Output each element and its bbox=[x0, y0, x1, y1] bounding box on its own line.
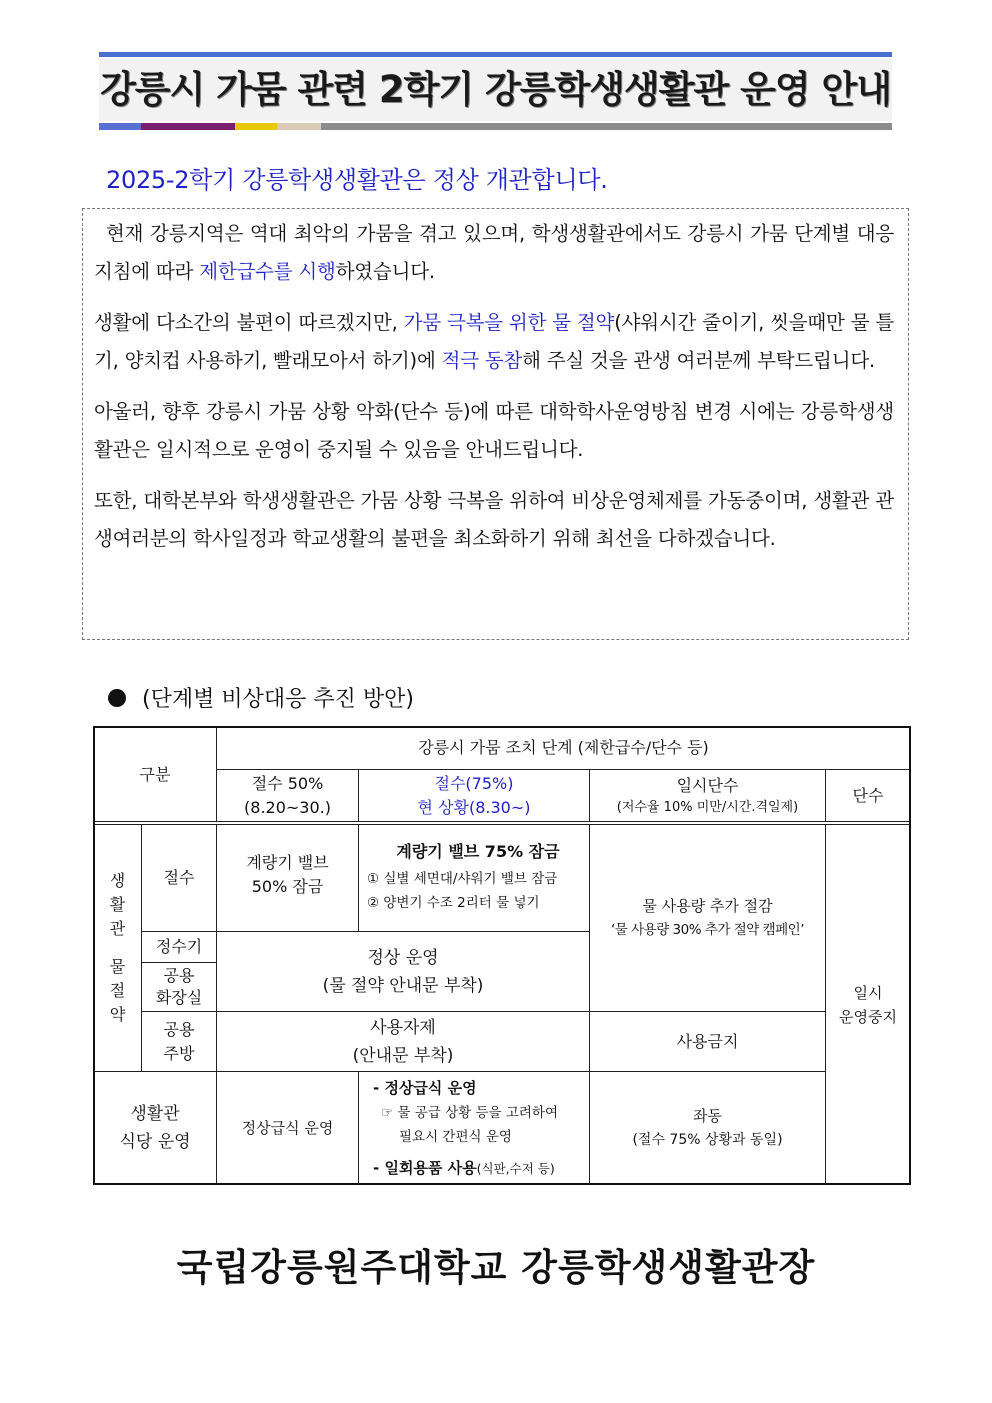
cell-dining-50 bbox=[216, 1071, 359, 1185]
row-purifier-text: 정수기 bbox=[155, 937, 203, 956]
cell-normal-operation bbox=[216, 931, 590, 1012]
cell-water-75 bbox=[358, 824, 590, 932]
temp-cut-line1: 물 사용량 추가 절감 bbox=[642, 897, 773, 915]
cell-dining-temp bbox=[589, 1071, 826, 1185]
header-stage-3 bbox=[589, 769, 826, 823]
use-banned-text: 사용금지 bbox=[676, 1031, 739, 1051]
vlabel-5: 절 bbox=[109, 981, 126, 1000]
normal-op-line1: 정상 운영 bbox=[367, 947, 439, 968]
header-main bbox=[216, 726, 911, 770]
vlabel-1: 활 bbox=[109, 895, 126, 914]
bullet-icon bbox=[108, 689, 126, 707]
dining50-text: 정상급식 운영 bbox=[241, 1119, 334, 1137]
self-restrain-line2: (안내문 부착) bbox=[352, 1045, 454, 1066]
water50-line2: 50% 잠금 bbox=[251, 877, 324, 896]
dining75-item-3-text: - 일회용품 사용 bbox=[373, 1158, 477, 1177]
notice-p1-highlight: 제한급수를 시행 bbox=[199, 260, 336, 283]
header-category bbox=[93, 726, 217, 823]
notice-paragraph-2 bbox=[94, 304, 894, 380]
section-heading bbox=[108, 682, 414, 713]
page-title: 강릉시 가뭄 관련 2학기 강릉학생생활관 운영 안내 bbox=[100, 68, 891, 111]
row-toilet-line1: 공용 bbox=[163, 966, 195, 985]
cell-water-50 bbox=[216, 824, 359, 932]
notice-p2-highlight-a: 가뭄 극복을 위한 물 절약 bbox=[403, 311, 615, 334]
water75-title: 계량기 밸브 75% 잠금 bbox=[396, 842, 560, 861]
dining75-item-1: - 정상급식 운영 bbox=[373, 1078, 477, 1097]
cell-dining-75 bbox=[358, 1071, 590, 1185]
banner-top-line bbox=[99, 52, 892, 57]
cell-self-restrain bbox=[216, 1011, 590, 1072]
row-label-toilet bbox=[141, 962, 217, 1012]
cell-use-banned bbox=[589, 1011, 826, 1072]
stage3-line2: (저수율 10% 미만/시간.격일제) bbox=[616, 800, 799, 815]
dining75-item-3 bbox=[373, 1155, 555, 1182]
notice-p2-highlight-b: 적극 동참 bbox=[441, 349, 523, 372]
stage4-text: 단수 bbox=[852, 786, 884, 805]
vlabel-2: 관 bbox=[109, 919, 126, 938]
self-restrain-line1: 사용자제 bbox=[370, 1017, 436, 1038]
water50-line1: 계량기 밸브 bbox=[246, 853, 329, 872]
header-category-text: 구분 bbox=[139, 764, 171, 784]
stage3-line1: 일시단수 bbox=[676, 776, 739, 795]
vlabel-4: 물 bbox=[109, 957, 126, 976]
group-water-saving-label bbox=[93, 824, 142, 1072]
notice-p2-text-b: (샤워시간 줄이기, 씻을때만 물 틀기, 양치컵 사용하기, 빨래모아서 하기)에 bbox=[94, 311, 894, 372]
dining-temp-line1: 좌동 bbox=[693, 1107, 722, 1125]
dining-label-line2: 식당 운영 bbox=[119, 1132, 191, 1152]
stage2-line1: 절수(75%) bbox=[434, 774, 514, 793]
notice-paragraph-1 bbox=[94, 215, 894, 291]
stage2-line2: 현 상황(8.30~) bbox=[417, 798, 531, 817]
row-label-kitchen bbox=[141, 1011, 217, 1072]
vlabel-0: 생 bbox=[109, 871, 126, 890]
temp-cut-line2: ‘물 사용량 30% 추가 절약 캠페인’ bbox=[611, 922, 804, 938]
notice-paragraph-4: 또한, 대학본부와 학생생활관은 가뭄 상황 극복을 위하여 비상운영체제를 가동중이며, 생활관 관생여러분의 학사일정과 학교생활의 불편을 최소화하기 위해 최선을 다하겠습니다. bbox=[94, 489, 894, 550]
banner-stripe-beige bbox=[277, 123, 321, 130]
dining-label-line1: 생활관 bbox=[130, 1104, 180, 1124]
cell-temp-cut-extra-saving bbox=[589, 824, 826, 1012]
header-stage-1 bbox=[216, 769, 359, 823]
banner-stripe-gray bbox=[321, 123, 892, 130]
notice-p2-text-a: 생활에 다소간의 불편이 따르겠지만, bbox=[94, 311, 404, 334]
notice-paragraph-3: 아울러, 향후 강릉시 가뭄 상황 악화(단수 등)에 따른 대학학사운영방침 변경 시에는 강릉학생생활관은 일시적으로 운영이 중지될 수 있음을 안내드립니다. bbox=[94, 400, 894, 461]
row-kitchen-line1: 공용 bbox=[163, 1019, 195, 1039]
dining75-item-2a: ☞ 물 공급 상황 등을 고려하여 bbox=[381, 1104, 559, 1121]
dining75-item-3-small: (식판,수저 등) bbox=[476, 1160, 555, 1176]
water75-item-1: ① 실별 세면대/샤워기 밸브 잠금 bbox=[367, 871, 558, 887]
full-cut-line2: 운영중지 bbox=[839, 1007, 897, 1026]
banner-stripe-blue bbox=[99, 123, 141, 130]
header-main-text: 강릉시 가뭄 조치 단계 (제한급수/단수 등) bbox=[418, 738, 709, 757]
banner-stripe-yellow bbox=[235, 123, 277, 130]
subtitle: 2025-2학기 강릉학생생활관은 정상 개관합니다. bbox=[106, 166, 608, 194]
banner-stripe-purple bbox=[141, 123, 235, 130]
cell-full-cut bbox=[825, 824, 911, 1185]
row-kitchen-line2: 주방 bbox=[163, 1043, 195, 1063]
row-label-dining bbox=[93, 1071, 217, 1185]
notice-p1-text-b: 하였습니다. bbox=[335, 260, 435, 283]
notice-p2-text-c: 해 주실 것을 관생 여러분께 부탁드립니다. bbox=[522, 349, 875, 372]
normal-op-line2: (물 절약 안내문 부착) bbox=[322, 975, 484, 996]
issuer-signature: 국립강릉원주대학교 강릉학생생활관장 bbox=[176, 1246, 816, 1289]
dining75-item-2b: 필요시 간편식 운영 bbox=[399, 1128, 512, 1145]
row-toilet-line2: 화장실 bbox=[155, 988, 203, 1007]
water75-item-2: ② 양변기 수조 2리터 물 넣기 bbox=[367, 895, 540, 911]
dining-temp-line2: (절수 75% 상황과 동일) bbox=[632, 1132, 783, 1148]
notice-p1-text-a: 현재 강릉지역은 역대 최악의 가뭄을 겪고 있으며, 학생생활관에서도 강릉시 가뭄 단계별 대응 지침에 따라 bbox=[94, 222, 894, 283]
response-plan-table bbox=[93, 726, 911, 1185]
row-water-text: 절수 bbox=[163, 868, 195, 887]
header-stage-4 bbox=[825, 769, 911, 823]
vlabel-6: 약 bbox=[109, 1005, 126, 1024]
stage1-line2: (8.20~30.) bbox=[244, 798, 331, 817]
full-cut-line1: 일시 bbox=[853, 983, 883, 1002]
row-label-water bbox=[141, 824, 217, 932]
title-banner bbox=[99, 52, 892, 131]
header-stage-2 bbox=[358, 769, 590, 823]
section-heading-text: (단계별 비상대응 추진 방안) bbox=[142, 687, 414, 712]
row-label-purifier bbox=[141, 931, 217, 963]
stage1-line1: 절수 50% bbox=[251, 774, 324, 793]
notice-box bbox=[82, 208, 909, 640]
